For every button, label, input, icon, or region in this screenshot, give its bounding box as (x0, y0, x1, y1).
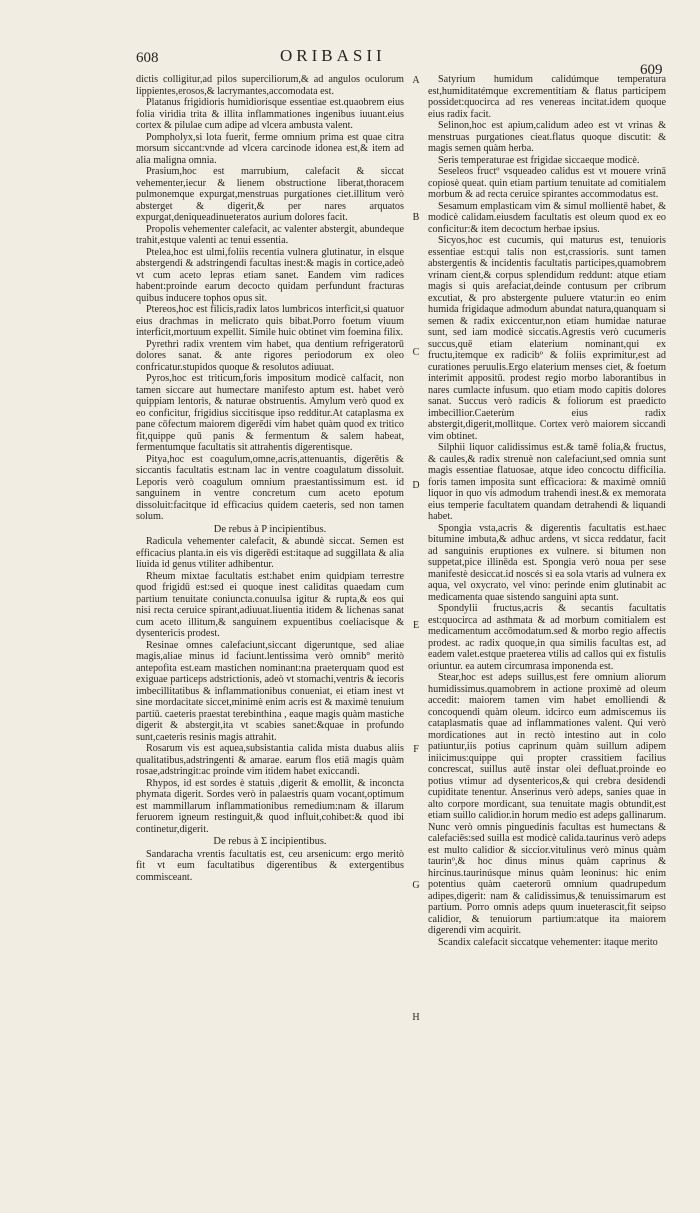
paragraph: Satyrium humidum calidúmque temperatura est,humiditatémque excrementitiam & flatus participem possidet:quocirca ad res venereas incitat.idem quoque eius radix facit. (428, 74, 666, 120)
right-page-number: 609 (640, 62, 663, 78)
left-text-column (136, 74, 404, 883)
paragraph: Rosarum vis est aquea,subsistantia calida mista duabus aliis qualitatibus,adstringenti & amarae. earum flos etiā magis quàm rosae,adstringit:ac proinde vim itidem habet exiccandi. (136, 743, 404, 777)
paragraph: Scandix calefacit siccatque vehementer: itaque merito (438, 936, 658, 948)
paragraph: Sicyos,hoc est cucumis, qui maturus est, tenuioris essentiae est:qui talis non est,crassioris. sunt tamen abstergentis & incidentis facultatis participes,quamobrem vrinam cient,& corpus splendidum reddunt: atque etiam magis si quis arefaciat,deinde contusum per cribrum excutiat, & pro abstergente puluere vtatur:in eo enim humida frigidaque admodum abundat natura,quanquam si semen & radix exiccentur,non etiam humidae naturae sunt, sed iam modicè siccatis.Agrestis verò cucumeris succus,quē etiam elaterium nominant,qui ex fructu,itemque ex radicibº & foliis exprimitur,est ad curationes peruulis.Ergo elaterium menses ciet, & foetum interimit appositū. prodest regio morbo laborantibus in nares cumlacte infusum. quo etiam modo capitis dolores sanat. Succus verò radicis & foliorum est praedicto imbecillior.Caeterùm eius radix abstergit,digerit,mollitque. Cortex verò maiorem siccandi vim obtinet. (428, 235, 666, 442)
paragraph: Ptereos,hoc est filicis,radix latos lumbricos interficit,si quatuor eius drachmas in melicrato quis bibat.Porro foetum viuum interficit,mortuum expellit. Simile huic obtinet vim foemina filix. (136, 304, 404, 338)
right-text-column (428, 74, 666, 948)
paragraph: Selinon,hoc est apium,calidum adeo est vt vrinas & menstruas purgationes cieat.flatus quoque discutit: & magis semen quàm herba. (428, 120, 666, 154)
paragraph: Stear,hoc est adeps suillus,est fere omnium aliorum humidissimus.quamobrem in actione proximè ad oleum accedit: maiorem tamen vim habet emolliendi & concoquendi quàm oleum. idcirco eum admiscemus iis cataplasmatis quae ad inflammationes valent. Qui verò mordicationes aut in rectò intestino aut in colo patiuntur,iis potius caprinum quàm suillum adipem iniicimus:quippe qui propter crassitiem facilius concrescat, suillus autē instar olei defluat.proinde eo potius vtimur ad dysentericos,& qui crebra desidendi cupiditate tenentur. Anserinus verò adeps, sanies quae in alto corpore mordicant, sua tenuitate magis obtundit,est etiam suillo calidior.in horum medio est adeps gallinarum. Nunc verò omnis pinguedinis facultas est humectans & calefaciēs:sed suilla est modicè calida.taurinus verò adeps est multo calidior & siccior.vitulinus verò minus quàm taurinº,& hoc dinus minus quàm caprinus & hircinus.taurinúsque minus quàm leoninus: hic enim potentius quàm caeterorū omnium quadrupedum adipes,digerit: nam & calidissimus,& tenuissimarum est partium. Porro omnis adeps quum inueterascit,fit seipso calidior, & tenuiorum partium:atque ita maiorem digerendi vim acquirit. (428, 672, 666, 936)
paragraph: Propolis vehementer calefacit, ac valenter abstergit, abundeque trahit,estque valenti ac tenui essentia. (136, 223, 404, 246)
paragraph: Spongia vsta,acris & digerentis facultatis est.haec bitumine imbuta,& adhuc ardens, vt sicca reddatur, facit ad sanguinis eruptiones ex vulnere. si bitumen non suppetat,pice illinēda est. Spongia verò noua per sese manifestè desiccat.id noscés si ea sola vtaris ad vulnera ex aqua, vel oxycrato, vel vino: perinde enim glutinabit ac medicamenta quae sistendo sanguini apta sunt. (428, 522, 666, 603)
paragraph: Spondylii fructus,acris & secantis facultatis est:quocirca ad asthmata & ad morbum comitialem est medicamentum accōmodatum.sed & morbo regio affectis prodest. ac radix quoque,in qua similis facultas est, ad eadem valet.estque praeterea vtilis ad callos qui ex fistulis oriuntur. ea autem circumrasa imponenda est. (428, 603, 666, 672)
paragraph: Sandaracha vrentis facultatis est, ceu arsenicum: ergo meritò fit vt eum facultatibus digerentibus & extergentibus commisceant. (136, 848, 404, 883)
paragraph: Pitya,hoc est coagulum,omne,acris,attenuantis, digerētis & siccantis facultatis est:nam lac in ventre coagulatum dissoluit. Leporis verò coagulum omnium praestantissimum est. id sanguinem in ventre concretum cum aceto epotum dissoluit:facitque id efficacius quidem caeteris, sed non tamen solum. (136, 453, 404, 522)
left-page-number: 608 (136, 50, 159, 66)
paragraph: Pompholyx,si lota fuerit, ferme omnium prima est quae citra morsum siccant:vnde ad vlcera carcinode idonea est,& item ad alia maligna omnia. (136, 131, 404, 166)
paragraph: Resinae omnes calefaciunt,siccant digeruntque, sed aliae magis,aliae minus id faciunt.lentissima verò omnib° meritò antepofita est.eam mastichen nominant:na praeterquam quod est exiguae particeps adstrictionis, adeò vt stomachi,ventris & iecoris imbecillitatibus & inflammationibus conueniat, ei etiam inest vt sine mordacitate siccet,minimè enim acris est & maximè tenuium partiū. caeteris praestat terebinthina , eaque magis quàm mastiche digerit & abstergit,ita vt scabies sanet:&quae in profundo sunt,caeteris resinis magis attrahit. (136, 639, 404, 743)
paragraph: Radicula vehementer calefacit, & abundè siccat. Semen est efficacius planta.in eis vis digerēdi est:itaque ad suggillata & alia liuida id genus vtiliter adhibentur. (136, 536, 404, 570)
paragraph: Silphii liquor calidissimus est.& tamē folia,& fructus, & caules,& radix strenuè non calefaciunt,sed omnia sunt magis essentiae flatuosae, atque ideo concoctu difficilia. foris tamen imposita sunt efficaciora: & maximè omniū liquor in quo vis admodum trahendi inest.& ex memorata eius temperie facultatem quandam detrahendi & liquandi habet. (428, 442, 666, 522)
margin-marker-a: A (412, 75, 420, 86)
section-heading: De rebus à Σ incipientibus. (213, 836, 327, 847)
paragraph: dictis colligitur,ad pilos superciliorum,& ad angulos oculorum lippientes,erosos,& lacrymantes,accomodata est. (136, 74, 404, 97)
paragraph: Rheum mixtae facultatis est:habet enim quidpiam terrestre quod frigidū est:sed ei quoque inest caliditas quaedam cum partium tenuitate coniuncta.conuulsa igitur & rupta,& eos qui nisi recta ceruice spirant,adiuuat.liuentia itidem & lichenas sanat cum aceto illitum,& sanguinem expuentibus coeliacisque & dysentericis prodest. (136, 570, 404, 639)
margin-marker-d: D (412, 480, 420, 491)
paragraph: Seris temperaturae est frigidae siccaeque modicè. (438, 154, 640, 166)
paragraph: Pyros,hoc est triticum,foris impositum modicè calfacit, non tamen siccare aut humectare manifesto aptum est. habet verò quippiam lentoris, & naturae obstruentis. Amylum verò quod ex eo conficitur, frigidius siccitisque ipso redditur.At cataplasma ex pane cōfectum maiorem digerēdi vim habet quàm quod ex tritico fit,quippe quū panis & fermentum & salem habeat, fermentumque facultatis sit attrahentis digerentisque. (136, 373, 404, 453)
margin-marker-h: H (412, 1012, 420, 1023)
margin-marker-f: F (413, 744, 419, 755)
paragraph: Sesamum emplasticam vim & simul mollientē habet, & modicè calidam.eiusdem facultatis est oleum quod ex eo conficitur:& item decoctum herbae ipsius. (428, 200, 666, 235)
margin-marker-b: B (412, 212, 420, 223)
margin-marker-e: E (412, 620, 420, 631)
margin-marker-g: G (412, 880, 420, 891)
paragraph: Rhypos, id est sordes è statuis ,digerit & emollit, & inconcta phymata digerit. Sordes verò in palaestris quam vocant,optimum est mammillarum inflammationibus remedium:nam & illarum feruorem igneum restinguit,& quod influit,cohibet:& quod ibi continetur,digerit. (136, 777, 404, 835)
margin-marker-c: C (412, 347, 420, 358)
paragraph: Platanus frigidioris humidiorisque essentiae est.quaobrem eius folia viridia trita & illita inflammationes ingenibus iuuant.eius cortex & pilulae cum adipe ad vlcera ambusta valent. (136, 97, 404, 131)
paragraph: Prasium,hoc est marrubium, calefacit & siccat vehementer,iecur & lienem obstructione liberat,thoracem pulmonemque expurgat,menstruas purgationes ciet.illitum verò absterget & digerit,& per nares arquatos expurgat,deniqueadinueteratos aurium dolores facit. (136, 166, 404, 223)
paragraph: Seseleos fructº vsqueadeo calidus est vt mouere vrinā copiosè queat. quin etiam partium tenuitate ad comitialem morbum & ad recta ceruice spirantes accommodatus est. (428, 166, 666, 200)
running-head-title: ORIBASII (280, 46, 386, 65)
paragraph: Ptelea,hoc est ulmi,foliis recentia vulnera glutinatur, in elsque abstergendi & adstringendi facultas inest:& magis in cortice,adeò vt cum aceto lepras etiam sanet. Eandem vim radices habent:proinde earum decocto quidam perfundunt fracturas quibus inducere tophos opus sit. (136, 246, 404, 304)
section-heading: De rebus à P incipientibus. (213, 523, 327, 535)
paragraph: Pyrethri radix vrentem vim habet, qua dentium refrigeratorū dolores sanat. & ante rigores periodorum ex oleo confricatur.stupidos quoque & resolutos adiuuat. (136, 338, 404, 373)
